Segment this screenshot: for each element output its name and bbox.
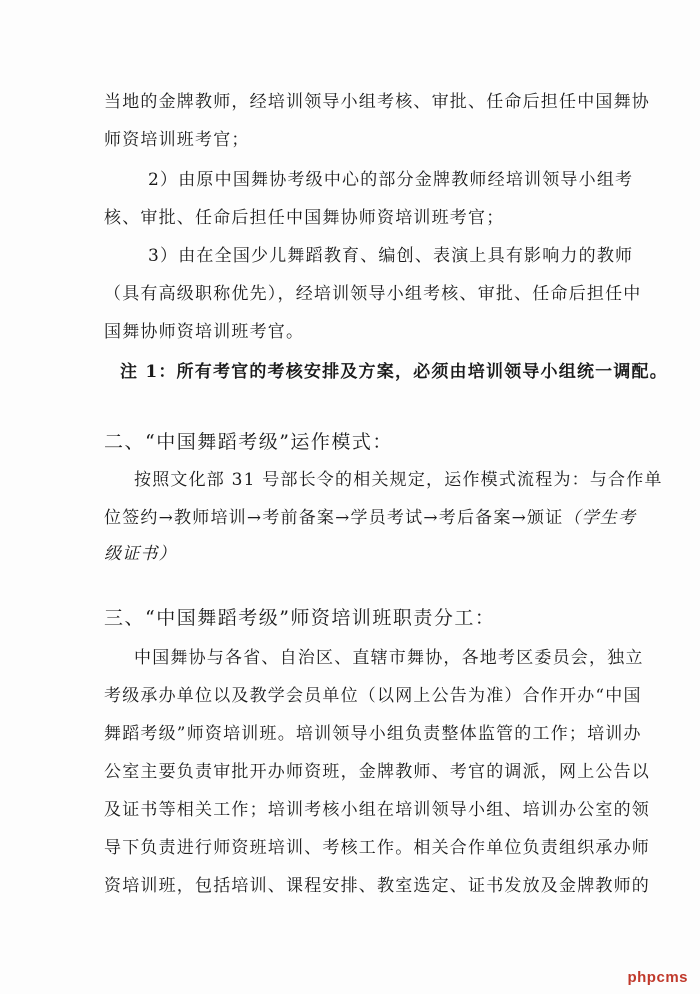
item-3-line-1: 3）由在全国少儿舞蹈教育、编创、表演上具有影响力的教师 <box>148 246 634 266</box>
item-3-line-2: （具有高级职称优先），经培训领导小组考核、审批、任命后担任中 <box>104 284 642 304</box>
section-3-line-6: 导下负责进行师资班培训、考核工作。相关合作单位负责组织承办师 <box>104 838 650 858</box>
item-2-line-1: 2）由原中国舞协考级中心的部分金牌教师经培训领导小组考 <box>148 170 634 190</box>
paragraph-1-line-1: 当地的金牌教师，经培训领导小组考核、审批、任命后担任中国舞协 <box>104 92 650 112</box>
watermark-logo: phpcms <box>627 969 688 986</box>
section-2-line-2 <box>104 508 636 528</box>
item-2-line-2: 核、审批、任命后担任中国舞协师资培训班考官； <box>104 208 505 228</box>
section-3-line-5: 及证书等相关工作；培训考核小组在培训领导小组、培训办公室的领 <box>104 800 650 820</box>
section-2-line-2-italic: （学生考 <box>563 508 637 528</box>
section-2-line-2-main: 位签约→教师培训→考前备案→学员考试→考后备案→颁证 <box>104 508 564 528</box>
section-2-heading: 二、“中国舞蹈考级”运作模式： <box>104 431 393 453</box>
section-2-line-3: 级证书） <box>104 544 177 564</box>
section-2-line-1: 按照文化部 31 号部长令的相关规定，运作模式流程为：与合作单 <box>134 470 663 490</box>
section-3-heading: 三、“中国舞蹈考级”师资培训班职责分工： <box>104 607 496 629</box>
item-3-line-3: 国舞协师资培训班考官。 <box>104 322 305 342</box>
paragraph-1-line-2: 师资培训班考官； <box>104 130 250 150</box>
section-3-line-1: 中国舞协与各省、自治区、直辖市舞协，各地考区委员会，独立 <box>134 648 644 668</box>
section-3-line-2: 考级承办单位以及教学会员单位（以网上公告为准）合作开办“中国 <box>104 686 642 706</box>
note-1: 注 1：所有考官的考核安排及方案，必须由培训领导小组统一调配。 <box>120 362 668 382</box>
section-3-line-3: 舞蹈考级”师资培训班。培训领导小组负责整体监管的工作；培训办 <box>104 724 642 744</box>
section-3-line-7: 资培训班，包括培训、课程安排、教室选定、证书发放及金牌教师的 <box>104 876 650 896</box>
section-3-line-4: 公室主要负责审批开办师资班，金牌教师、考官的调派，网上公告以 <box>104 762 650 782</box>
